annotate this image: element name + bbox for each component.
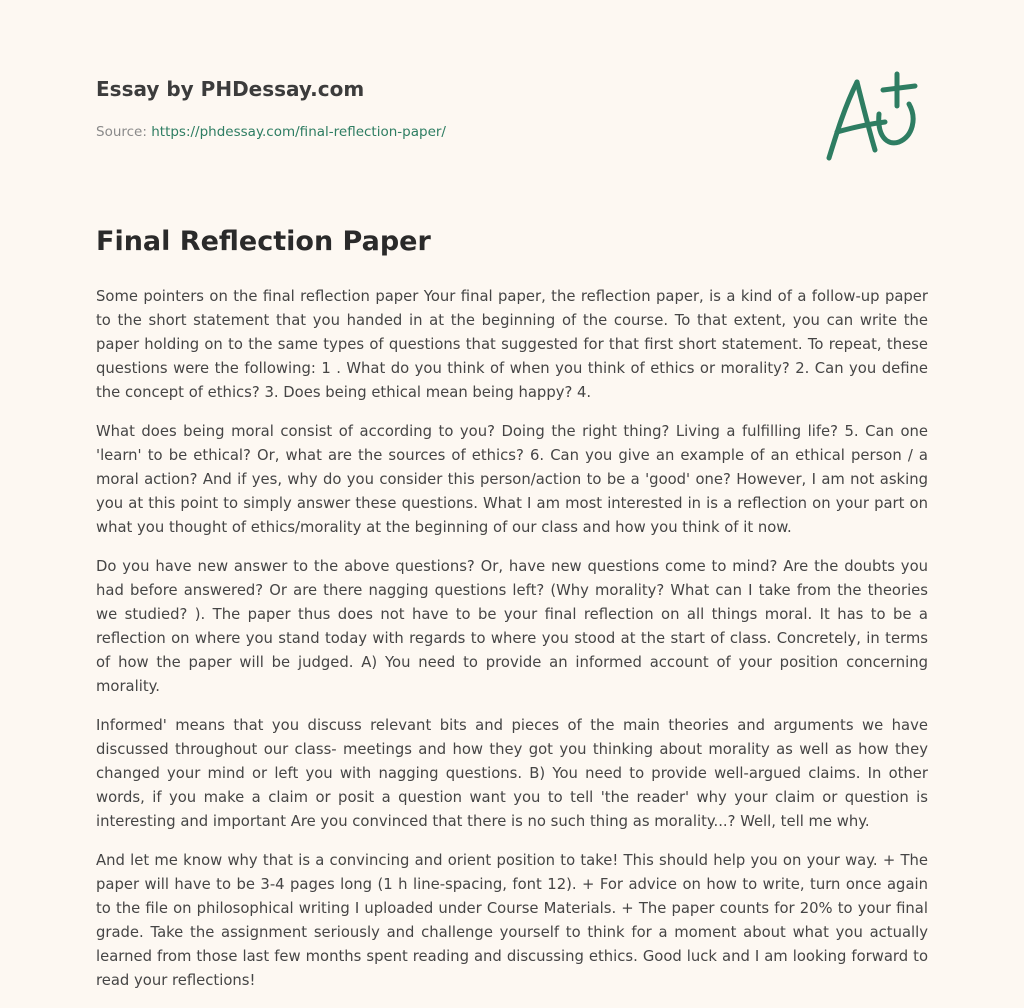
essay-paragraph-1: Some pointers on the final reflection paper Your final paper, the reflection paper, is a kind of a follow-up paper to the short statement that you handed in at the beginning of the course. To that extent, you can write the paper holding on to the same types of questions that suggested for that first short statement. To repeat, these questions were the following: 1 . What do you think of when you think of ethics or morality? 2. Can you define the concept of ethics? 3. Does being ethical mean being happy? 4. [96, 288, 928, 401]
essay-paragraph-3: Do you have new answer to the above questions? Or, have new questions come to mind? Are the doubts you had before answered? Or are there nagging questions left? (Why morality? What can I take from the theories we studied? ). The paper thus does not have to be your final reflection on all things moral. It has to be a reflection on where you stand today with regards to where you stood at the start of class. Concretely, in terms of how the paper will be judged. A) You need to provide an informed account of your position concerning morality. [96, 558, 928, 695]
essay-paragraph-5: And let me know why that is a convincing and orient position to take! This should help you on your way. + The paper will have to be 3-4 pages long (1 h line-spacing, font 12). + For advice on how to write, turn once again to the file on philosophical writing I uploaded under Course Materials. + The paper counts for 20% to your final grade. Take the assignment seriously and challenge yourself to think for a moment about what you actually learned from those last few months spent reading and discussing ethics. Good luck and I am looking forward to read your reflections! [96, 852, 928, 989]
essay-paragraph-4: Informed' means that you discuss relevant bits and pieces of the main theories and arguments we have discussed throughout our class- meetings and how they got you thinking about morality as well as how they changed your mind or left you with nagging questions. B) You need to provide well-argued claims. In other words, if you make a claim or posit a question want you to tell 'the reader' why your claim or question is interesting and important Are you convinced that there is no such thing as morality...? Well, tell me why. [96, 717, 928, 830]
source-line [96, 124, 446, 140]
source-link[interactable]: https://phdessay.com/final-reflection-paper/ [151, 124, 446, 140]
brand-title: Essay by PHDessay.com [96, 77, 365, 101]
essay-paragraph-2: What does being moral consist of according to you? Doing the right thing? Living a fulfilling life? 5. Can one 'learn' to be ethical? Or, what are the sources of ethics? 6. Can you give an example of an ethical person / a moral action? And if yes, why do you consider this person/action to be a 'good' one? However, I am not asking you at this point to simply answer these questions. What I am most interested in is a reflection on your part on what you thought of ethics/morality at the beginning of our class and how you think of it now. [96, 423, 928, 536]
essay-body [96, 285, 928, 1008]
a-plus-logo-icon [821, 70, 926, 165]
source-label: Source: [96, 124, 152, 140]
essay-title: Final Reflection Paper [96, 226, 431, 257]
